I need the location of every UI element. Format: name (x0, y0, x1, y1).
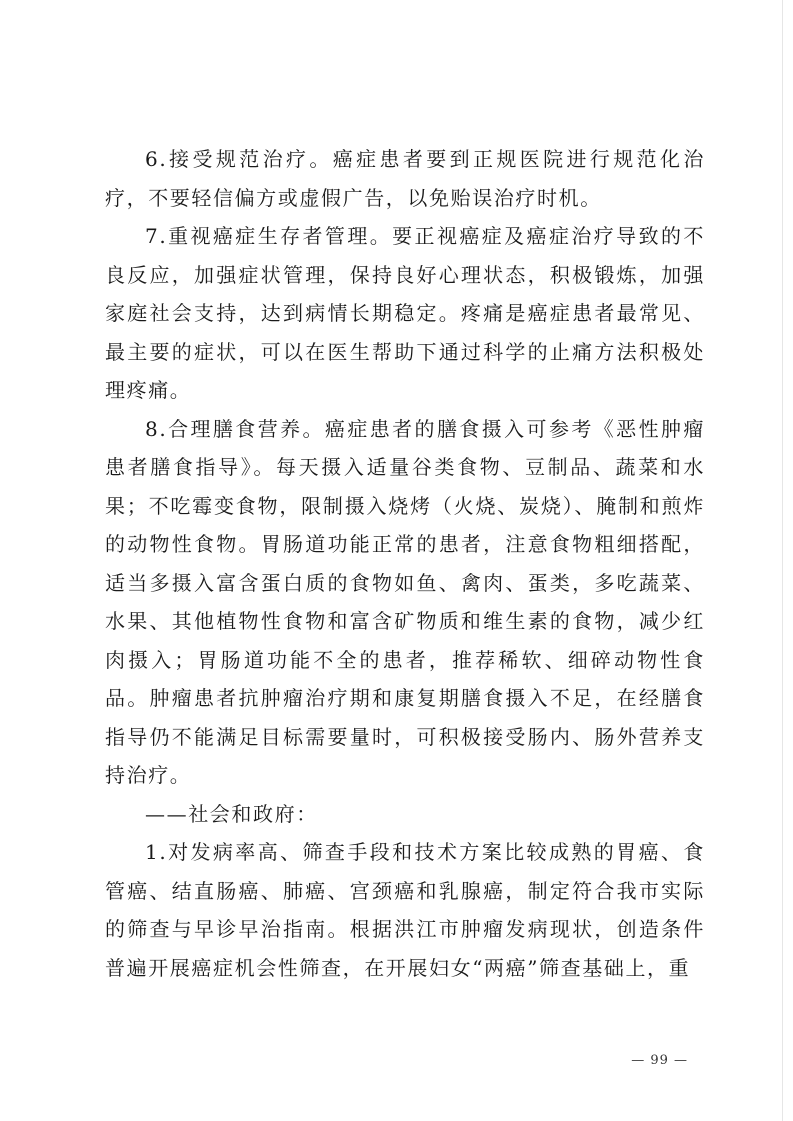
paragraph-standard-treatment: 6.接受规范治疗。癌症患者要到正规医院进行规范化治疗，不要轻信偏方或虚假广告，以免贻误治疗时机。 (105, 147, 705, 210)
scan-edge-line (782, 0, 783, 1121)
document-body (105, 140, 705, 987)
paragraph-diet-nutrition: 8.合理膳食营养。癌症患者的膳食摄入可参考《恶性肿瘤患者膳食指导》。每天摄入适量谷类食物、豆制品、蔬菜和水果；不吃霉变食物，限制摄入烧烤（火烧、炭烧）、腌制和煎炸的动物性食物。胃肠道功能正常的患者，注意食物粗细搭配，适当多摄入富含蛋白质的食物如鱼、禽肉、蛋类，多吃蔬菜、水果、其他植物性食物和富含矿物质和维生素的食物，减少红肉摄入；胃肠道功能不全的患者，推荐稀软、细碎动物性食品。肿瘤患者抗肿瘤治疗期和康复期膳食摄入不足，在经膳食指导仍不能满足目标需要量时，可积极接受肠内、肠外营养支持治疗。 (105, 416, 705, 787)
page-number: — 99 — (631, 1053, 688, 1068)
paragraph-screening-guidelines: 1.对发病率高、筛查手段和技术方案比较成熟的胃癌、食管癌、结直肠癌、肺癌、宫颈癌和乳腺癌，制定符合我市实际的筛查与早诊早治指南。根据洪江市肿瘤发病现状，创造条件普遍开展癌症机会性筛查，在开展妇女“两癌”筛查基础上，重 (105, 840, 705, 980)
section-heading-society-government: ——社会和政府： (145, 801, 318, 826)
paragraph-survivor-management: 7.重视癌症生存者管理。要正视癌症及癌症治疗导致的不良反应，加强症状管理，保持良好心理状态，积极锻炼，加强家庭社会支持，达到病情长期稳定。疼痛是癌症患者最常见、最主要的症状，可以在医生帮助下通过科学的止痛方法积极处理疼痛。 (105, 224, 705, 402)
